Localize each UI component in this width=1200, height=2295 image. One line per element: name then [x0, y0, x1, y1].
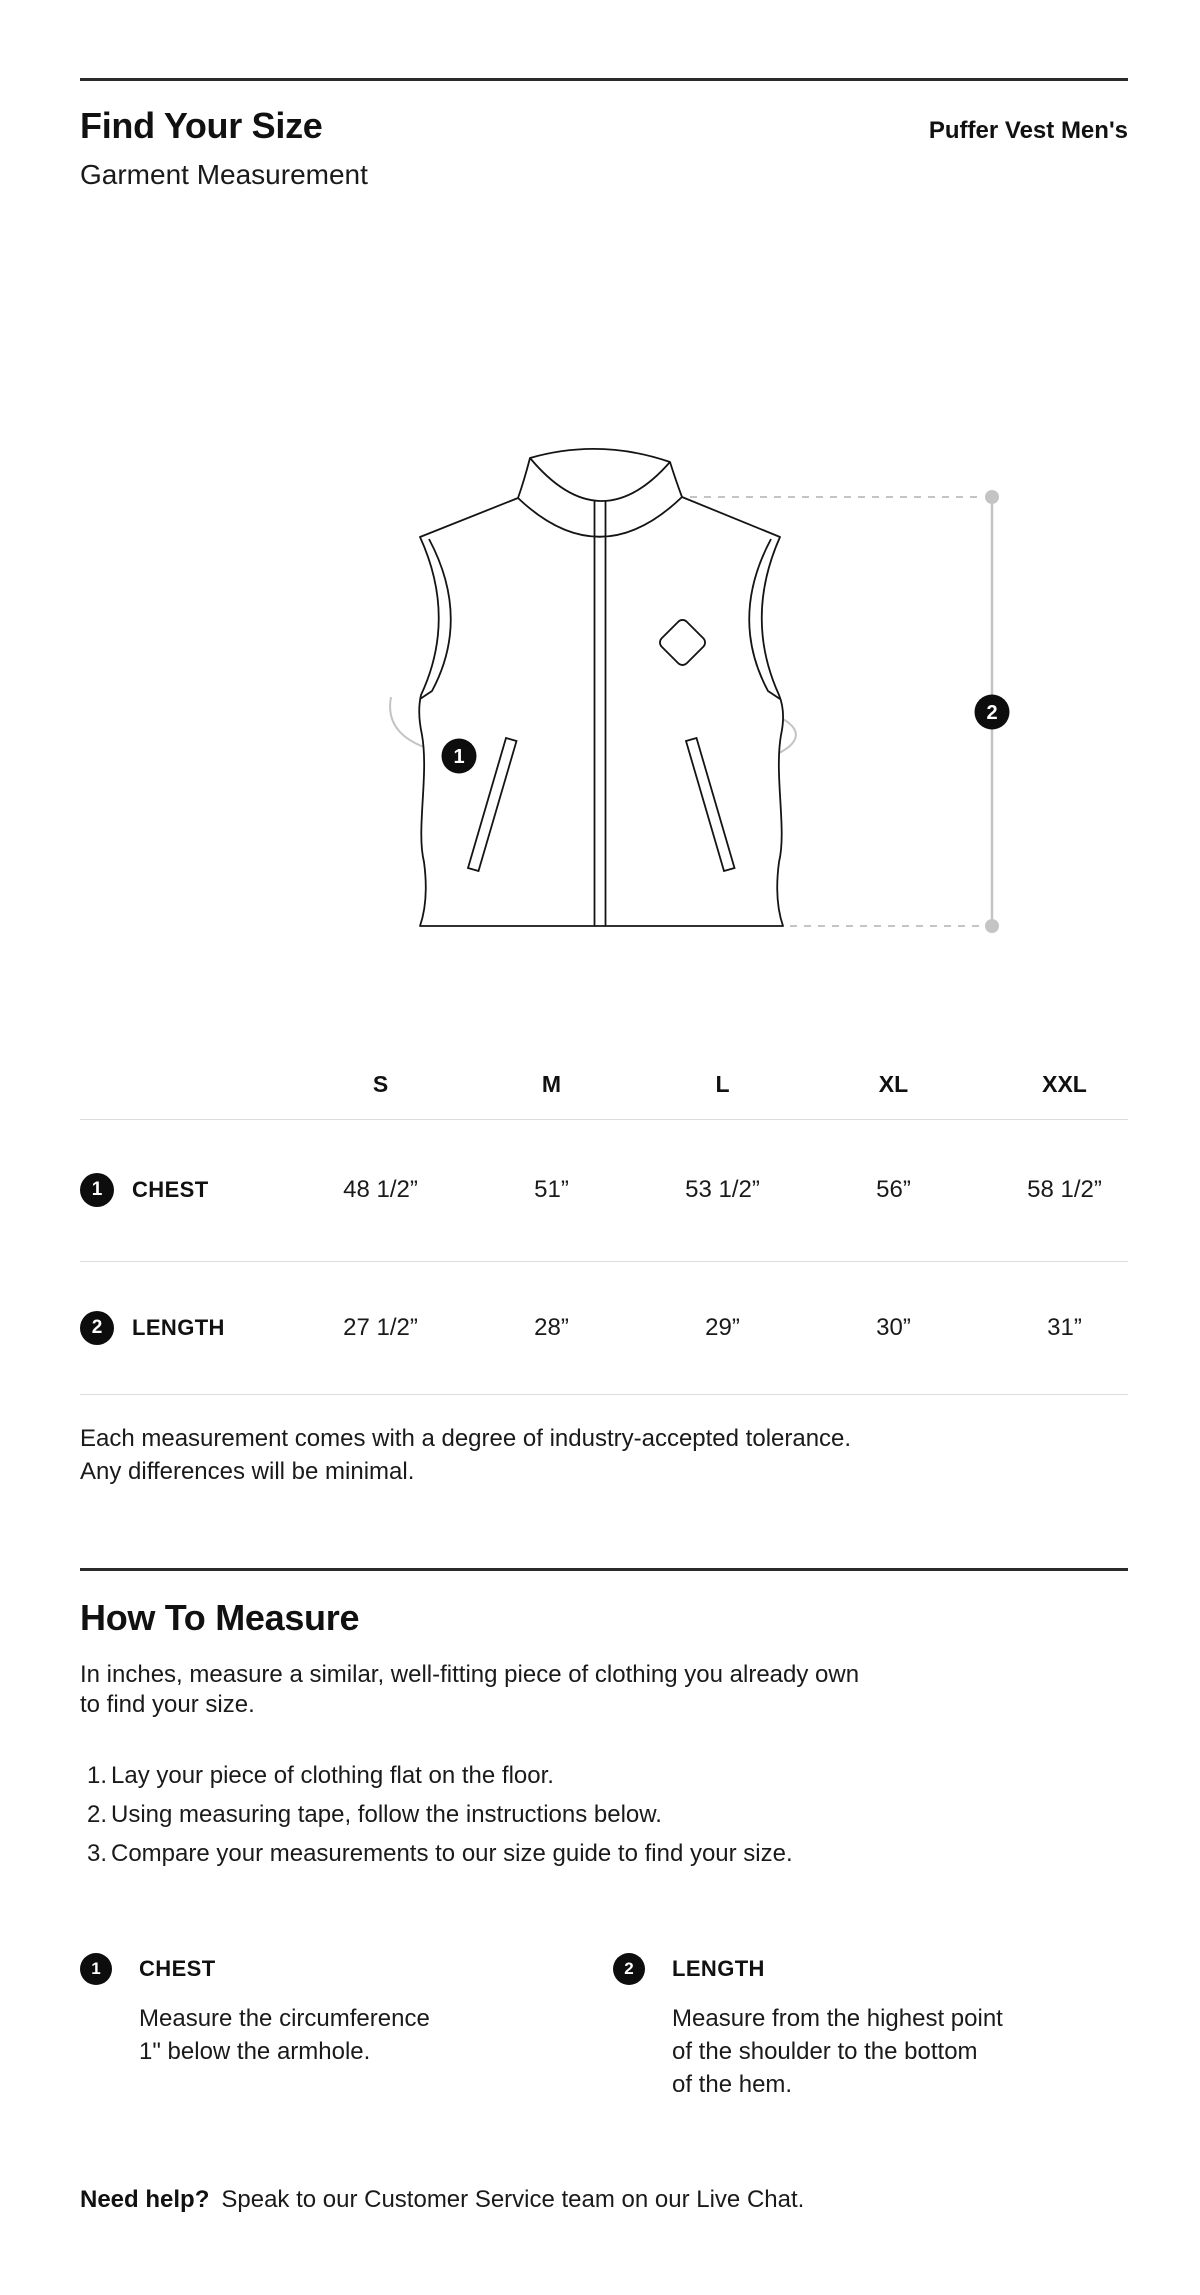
chest-row-label-cell — [80, 1173, 295, 1207]
length-row-label: LENGTH — [132, 1314, 225, 1340]
step-3-text: Compare your measurements to our size guide to find your size. — [111, 1840, 793, 1867]
chest-instruction-header — [80, 1953, 550, 1985]
step-1-text: Lay your piece of clothing flat on the floor. — [111, 1762, 554, 1789]
tolerance-note-line-1: Each measurement comes with a degree of industry-accepted tolerance. — [80, 1425, 852, 1452]
length-instruction-block — [613, 1953, 1083, 2101]
chest-marker-number: 1 — [91, 1179, 103, 1200]
size-column-s: S — [372, 1071, 389, 1097]
chest-value-m: 51” — [534, 1176, 569, 1203]
length-marker-badge — [80, 1311, 114, 1345]
length-row-label-cell — [80, 1311, 295, 1345]
chest-value-xl: 56” — [876, 1176, 911, 1203]
length-marker-number: 2 — [91, 1316, 103, 1338]
chest-value-s: 48 1/2” — [343, 1176, 418, 1203]
tolerance-note-line-2: Any differences will be minimal. — [80, 1458, 415, 1485]
size-column-xl: XL — [878, 1071, 909, 1097]
chest-instruction-badge — [80, 1953, 112, 1985]
how-to-measure-title: How To Measure — [80, 1597, 360, 1638]
length-instruction-number: 2 — [624, 1959, 634, 1978]
length-value-m: 28” — [534, 1313, 569, 1341]
table-row-chest — [80, 1119, 1150, 1261]
chest-value-l: 53 1/2” — [685, 1176, 760, 1203]
step-1-number: 1. — [87, 1762, 108, 1789]
chest-marker-badge — [80, 1173, 114, 1207]
chest-value-xxl: 58 1/2” — [1027, 1176, 1102, 1203]
length-value-xxl: 31” — [1047, 1313, 1082, 1341]
garment-measurement-subtitle: Garment Measurement — [80, 159, 368, 190]
chest-instruction-line-1: Measure the circumference — [139, 2005, 430, 2032]
diagram-marker-1-number: 1 — [453, 746, 465, 768]
need-help-text: Speak to our Customer Service team on our Live Chat. — [221, 2186, 805, 2213]
need-help-footer — [80, 2185, 804, 2215]
need-help-label: Need help? — [80, 2186, 210, 2213]
length-value-xl: 30” — [876, 1313, 911, 1341]
section-divider — [80, 1568, 1128, 1571]
step-2-number: 2. — [87, 1801, 108, 1828]
size-column-m: M — [541, 1071, 562, 1097]
chest-row-label: CHEST — [132, 1177, 209, 1202]
vest-diagram — [380, 430, 1020, 950]
step-2-text: Using measuring tape, follow the instructions below. — [111, 1801, 662, 1828]
diagram-marker-1-badge — [442, 739, 477, 774]
length-instruction-line-2: of the shoulder to the bottom — [672, 2038, 978, 2065]
size-table-header-row — [80, 1050, 1150, 1119]
size-column-xxl: XXL — [1042, 1071, 1087, 1097]
intro-line-1: In inches, measure a similar, well-fitting piece of clothing you already own — [80, 1661, 860, 1688]
chest-instruction-text — [139, 2002, 550, 2068]
length-instruction-header — [613, 1953, 1083, 1985]
intro-line-2: to find your size. — [80, 1691, 255, 1718]
table-divider-3 — [80, 1394, 1128, 1395]
measure-step-3 — [80, 1841, 793, 1867]
chest-instruction-block — [80, 1953, 550, 2068]
length-instruction-line-1: Measure from the highest point — [672, 2005, 1003, 2032]
chest-instruction-label: CHEST — [139, 1956, 216, 1981]
length-instruction-label: LENGTH — [672, 1956, 765, 1981]
diagram-marker-2-number: 2 — [986, 702, 998, 724]
step-3-number: 3. — [87, 1840, 108, 1867]
length-value-l: 29” — [705, 1313, 740, 1341]
tolerance-note — [80, 1422, 851, 1488]
measure-step-2 — [80, 1802, 793, 1828]
length-top-dot — [985, 490, 999, 504]
measure-steps-list — [80, 1763, 793, 1880]
diagram-marker-2-badge — [975, 695, 1010, 730]
measure-step-1 — [80, 1763, 793, 1789]
table-row-length — [80, 1261, 1150, 1394]
length-instruction-line-3: of the hem. — [672, 2071, 793, 2098]
length-value-s: 27 1/2” — [343, 1313, 418, 1341]
chest-instruction-line-2: 1" below the armhole. — [139, 2038, 371, 2065]
length-instruction-text — [672, 2002, 1083, 2101]
chest-instruction-number: 1 — [91, 1959, 101, 1978]
how-to-measure-intro — [80, 1660, 859, 1720]
length-instruction-badge — [613, 1953, 645, 1985]
product-name: Puffer Vest Men's — [928, 117, 1128, 144]
top-divider — [80, 78, 1128, 81]
page-title: Find Your Size — [80, 105, 323, 146]
size-column-l: L — [715, 1071, 730, 1097]
length-bottom-dot — [985, 919, 999, 933]
